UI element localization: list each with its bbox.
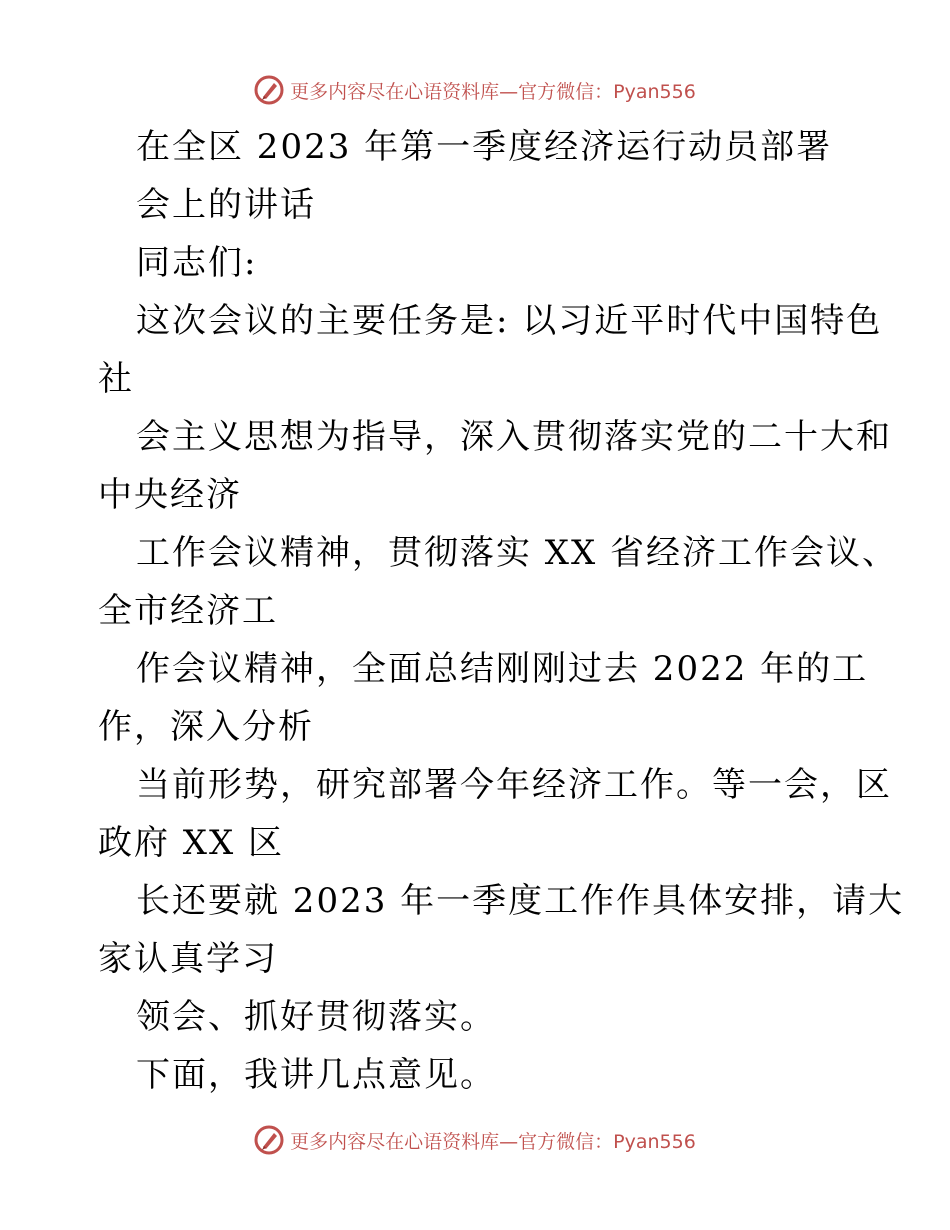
doc-line: 家认真学习 (98, 939, 278, 979)
doc-line: 会主义思想为指导，深入贯彻落实党的二十大和 (136, 417, 892, 457)
doc-line: 全市经济工 (98, 591, 278, 631)
document-body (98, 118, 905, 1104)
doc-line: 这次会议的主要任务是: 以习近平时代中国特色 (136, 301, 883, 341)
doc-line: 在全区 2023 年第一季度经济运行动员部署 (136, 127, 833, 167)
doc-line: 作，深入分析 (98, 707, 314, 747)
doc-line: 社 (98, 359, 134, 399)
header-banner-text: 更多内容尽在心语资料库—官方微信：Pyan556 (290, 80, 696, 103)
footer-banner (0, 1120, 950, 1160)
doc-line: 作会议精神，全面总结刚刚过去 2022 年的工 (136, 649, 869, 689)
doc-line: 领会、抓好贯彻落实。 (136, 997, 496, 1037)
doc-line: 中央经济 (98, 475, 242, 515)
pen-logo-icon (254, 1125, 284, 1155)
doc-line: 当前形势，研究部署今年经济工作。等一会，区 (136, 765, 892, 805)
doc-line: 长还要就 2023 年一季度工作作具体安排，请大 (136, 881, 905, 921)
header-banner (0, 70, 950, 110)
footer-banner-text: 更多内容尽在心语资料库—官方微信：Pyan556 (290, 1130, 696, 1153)
doc-line: 工作会议精神，贯彻落实 XX 省经济工作会议、 (136, 533, 899, 573)
pen-logo-icon (254, 75, 284, 105)
doc-line: 同志们: (136, 243, 258, 283)
doc-line: 会上的讲话 (136, 185, 316, 225)
doc-line: 政府 XX 区 (98, 823, 285, 863)
doc-line: 下面，我讲几点意见。 (136, 1055, 496, 1095)
